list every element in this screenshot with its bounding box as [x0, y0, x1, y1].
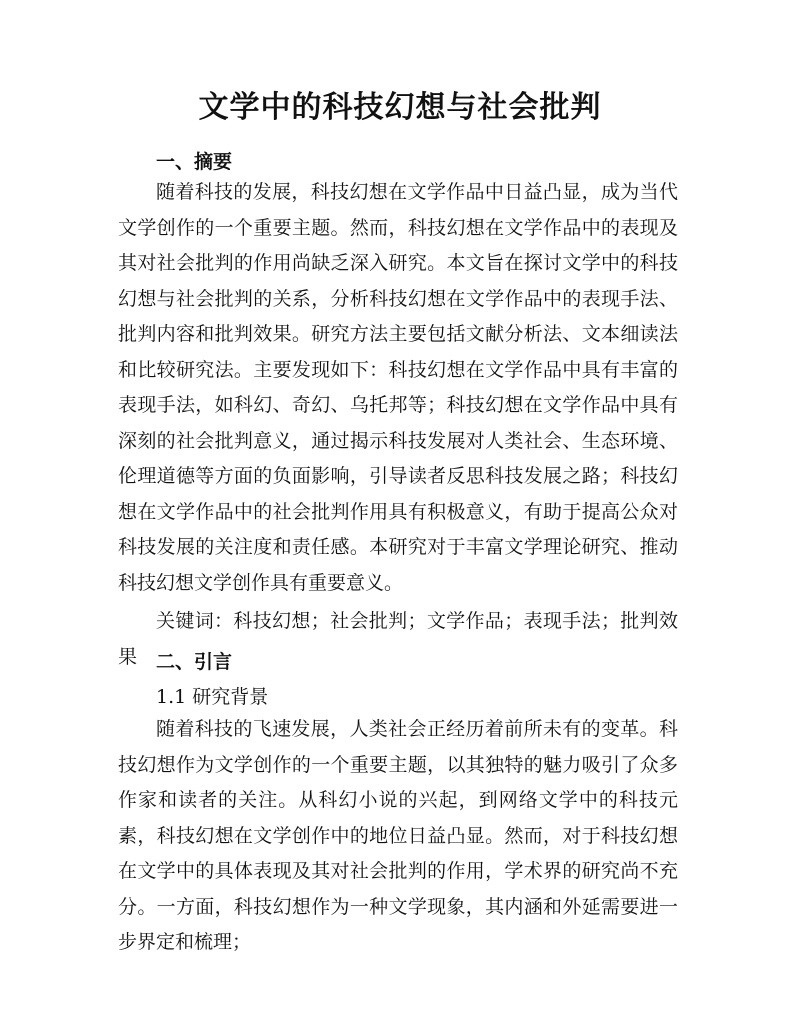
section-heading-introduction: 二、引言: [156, 651, 233, 673]
background-paragraph: 随着科技的飞速发展，人类社会正经历着前所未有的变革。科技幻想作为文学创作的一个重要主题，以其独特的魅力吸引了众多作家和读者的关注。从科幻小说的兴起，到网络文学中的科技元素，科技幻想在文学创作中的地位日益凸显。然而，对于科技幻想在文学中的具体表现及其对社会批判的作用，学术界的研究尚不充分。一方面，科技幻想作为一种文学现象，其内涵和外延需要进一步界定和梳理；: [118, 718, 678, 953]
keywords-line: 关键词：科技幻想；社会批判；文学作品；表现手法；批判效果: [118, 610, 678, 668]
document-title: 文学中的科技幻想与社会批判: [198, 90, 602, 125]
subsection-heading-background: 1.1 研究背景: [156, 686, 269, 708]
section-heading-abstract: 一、摘要: [156, 151, 233, 173]
abstract-paragraph: 随着科技的发展，科技幻想在文学作品中日益凸显，成为当代文学创作的一个重要主题。然而，科技幻想在文学作品中的表现及其对社会批判的作用尚缺乏深入研究。本文旨在探讨文学中的科技幻想与社会批判的关系，分析科技幻想在文学作品中的表现手法、批判内容和批判效果。研究方法主要包括文献分析法、文本细读法和比较研究法。主要发现如下：科技幻想在文学作品中具有丰富的表现手法，如科幻、奇幻、乌托邦等；科技幻想在文学作品中具有深刻的社会批判意义，通过揭示科技发展对人类社会、生态环境、伦理道德等方面的负面影响，引导读者反思科技发展之路；科技幻想在文学作品中的社会批判作用具有积极意义，有助于提高公众对科技发展的关注度和责任感。本研究对于丰富文学理论研究、推动科技幻想文学创作具有重要意义。: [118, 181, 678, 594]
